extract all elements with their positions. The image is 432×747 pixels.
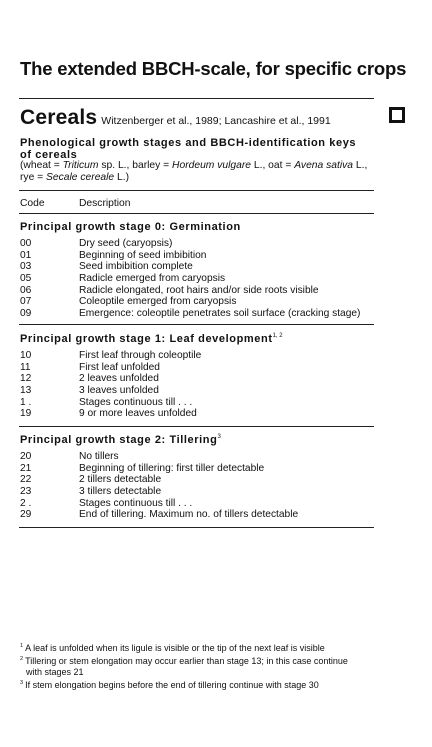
table-row [20, 308, 380, 320]
stage-code: 03 [20, 261, 32, 273]
table-row [20, 261, 380, 273]
divider [19, 324, 374, 325]
stage-code: 19 [20, 408, 32, 420]
stage-description: 2 tillers detectable [79, 474, 162, 486]
table-row [20, 463, 380, 475]
section-title: Cereals [20, 106, 98, 129]
section-references: Witzenberger et al., 1989; Lancashire et al., 1991 [101, 115, 331, 127]
stage-description: First leaf unfolded [79, 361, 160, 373]
column-header-code: Code [20, 198, 45, 209]
keys-note-line2: rye = Secale cereale L.) [20, 172, 130, 183]
table-row [20, 285, 380, 297]
table-row [20, 350, 380, 362]
table-row [20, 486, 380, 498]
stage-code: 11 [20, 361, 31, 373]
stage-description: Stages continuous till . . . [79, 497, 193, 509]
footnote [20, 654, 390, 678]
stage-code: 1 . [20, 396, 32, 408]
footnote-ref: 1, 2 [272, 333, 283, 339]
stage-code: 09 [20, 308, 32, 320]
divider [19, 426, 374, 427]
table-row [20, 498, 380, 510]
footnote [20, 641, 390, 654]
stage-description: Emergence: coleoptile penetrates soil surface (cracking stage) [79, 308, 361, 320]
stage-code: 20 [20, 451, 32, 462]
table-row [20, 238, 380, 250]
stage-code: 01 [20, 249, 32, 261]
keys-note [20, 160, 380, 184]
stage-code: 07 [20, 296, 32, 308]
stage-code: 2 . [20, 497, 32, 509]
stage2-heading: Principal growth stage 2: Tillering$^3$ [20, 434, 221, 446]
column-header-description: Description [79, 198, 131, 209]
stage1-heading: Principal growth stage 1: Leaf development$^{1, 2}$ [20, 333, 283, 345]
table-row [20, 397, 380, 409]
table-row [20, 474, 380, 486]
stage-description: 3 tillers detectable [79, 486, 162, 498]
table-row [20, 296, 380, 308]
page-title: The extended BBCH-scale, for specific crops [20, 58, 407, 79]
stage-description: Radicle emerged from caryopsis [79, 273, 226, 285]
stage0-heading: Principal growth stage 0: Germination [20, 221, 241, 233]
divider [19, 190, 374, 191]
stage-description: Beginning of seed imbibition [79, 249, 207, 261]
footnote-text: If stem elongation begins before the end of tillering continue with stage 30 [25, 680, 319, 690]
footnote-text-continued: with stages 21 [26, 667, 84, 677]
divider [19, 98, 374, 99]
stage-description: End of tillering. Maximum no. of tillers detectable [79, 509, 299, 521]
table-row [20, 509, 380, 521]
stage-description: 3 leaves unfolded [79, 385, 159, 397]
footnote-text: A leaf is unfolded when its ligule is visible or the tip of the next leaf is visible [25, 643, 325, 653]
stage-description: Coleoptile emerged from caryopsis [79, 296, 237, 308]
footnote-number: 1 [20, 643, 24, 649]
table-row [20, 250, 380, 262]
stage-description: Beginning of tillering: first tiller detectable [79, 462, 265, 474]
stage-description: First leaf through coleoptile [79, 350, 202, 361]
stage-description: Dry seed (caryopsis) [79, 238, 173, 249]
table-row [20, 385, 380, 397]
stage-code: 21 [20, 462, 32, 474]
stage-description: 2 leaves unfolded [79, 373, 159, 385]
section-marker-icon [389, 107, 405, 123]
stage2-table [20, 451, 380, 521]
footnote-number: 2 [20, 656, 24, 662]
stage-code: 13 [20, 385, 32, 397]
divider [19, 527, 374, 528]
stage-description: Seed imbibition complete [79, 261, 193, 273]
footnote-ref: 3 [217, 434, 221, 440]
keys-note-line1: (wheat = Triticum sp. L., barley = Hordeum vulgare L., oat = Avena sativa L., [20, 160, 368, 171]
table-row [20, 451, 380, 463]
table-row [20, 273, 380, 285]
table-row [20, 408, 380, 420]
table-row [20, 362, 380, 374]
stage-code: 22 [20, 474, 32, 486]
stage-description: Radicle elongated, root hairs and/or side roots visible [79, 284, 319, 296]
stage-code: 23 [20, 486, 32, 498]
footnote-number: 3 [20, 680, 24, 686]
table-row [20, 373, 380, 385]
stage-code: 10 [20, 350, 32, 361]
stage0-table [20, 238, 380, 320]
keys-heading-line1: Phenological growth stages and BBCH-identification keys [20, 137, 357, 149]
stage-description: No tillers [79, 451, 119, 462]
stage-code: 00 [20, 238, 32, 249]
stage1-table [20, 350, 380, 420]
keys-heading [20, 137, 375, 161]
section-header [20, 106, 331, 130]
stage-code: 05 [20, 273, 32, 285]
divider [19, 213, 374, 214]
stage-code: 29 [20, 509, 32, 521]
stage-description: Stages continuous till . . . [79, 396, 193, 408]
stage-description: 9 or more leaves unfolded [79, 408, 197, 420]
footnote-text: Tillering or stem elongation may occur earlier than stage 13; in this case continue [25, 656, 348, 666]
footnote [20, 678, 390, 691]
stage-code: 06 [20, 284, 32, 296]
keys-heading-line2: of cereals [20, 149, 78, 161]
footnotes [20, 641, 390, 691]
stage-code: 12 [20, 373, 32, 385]
